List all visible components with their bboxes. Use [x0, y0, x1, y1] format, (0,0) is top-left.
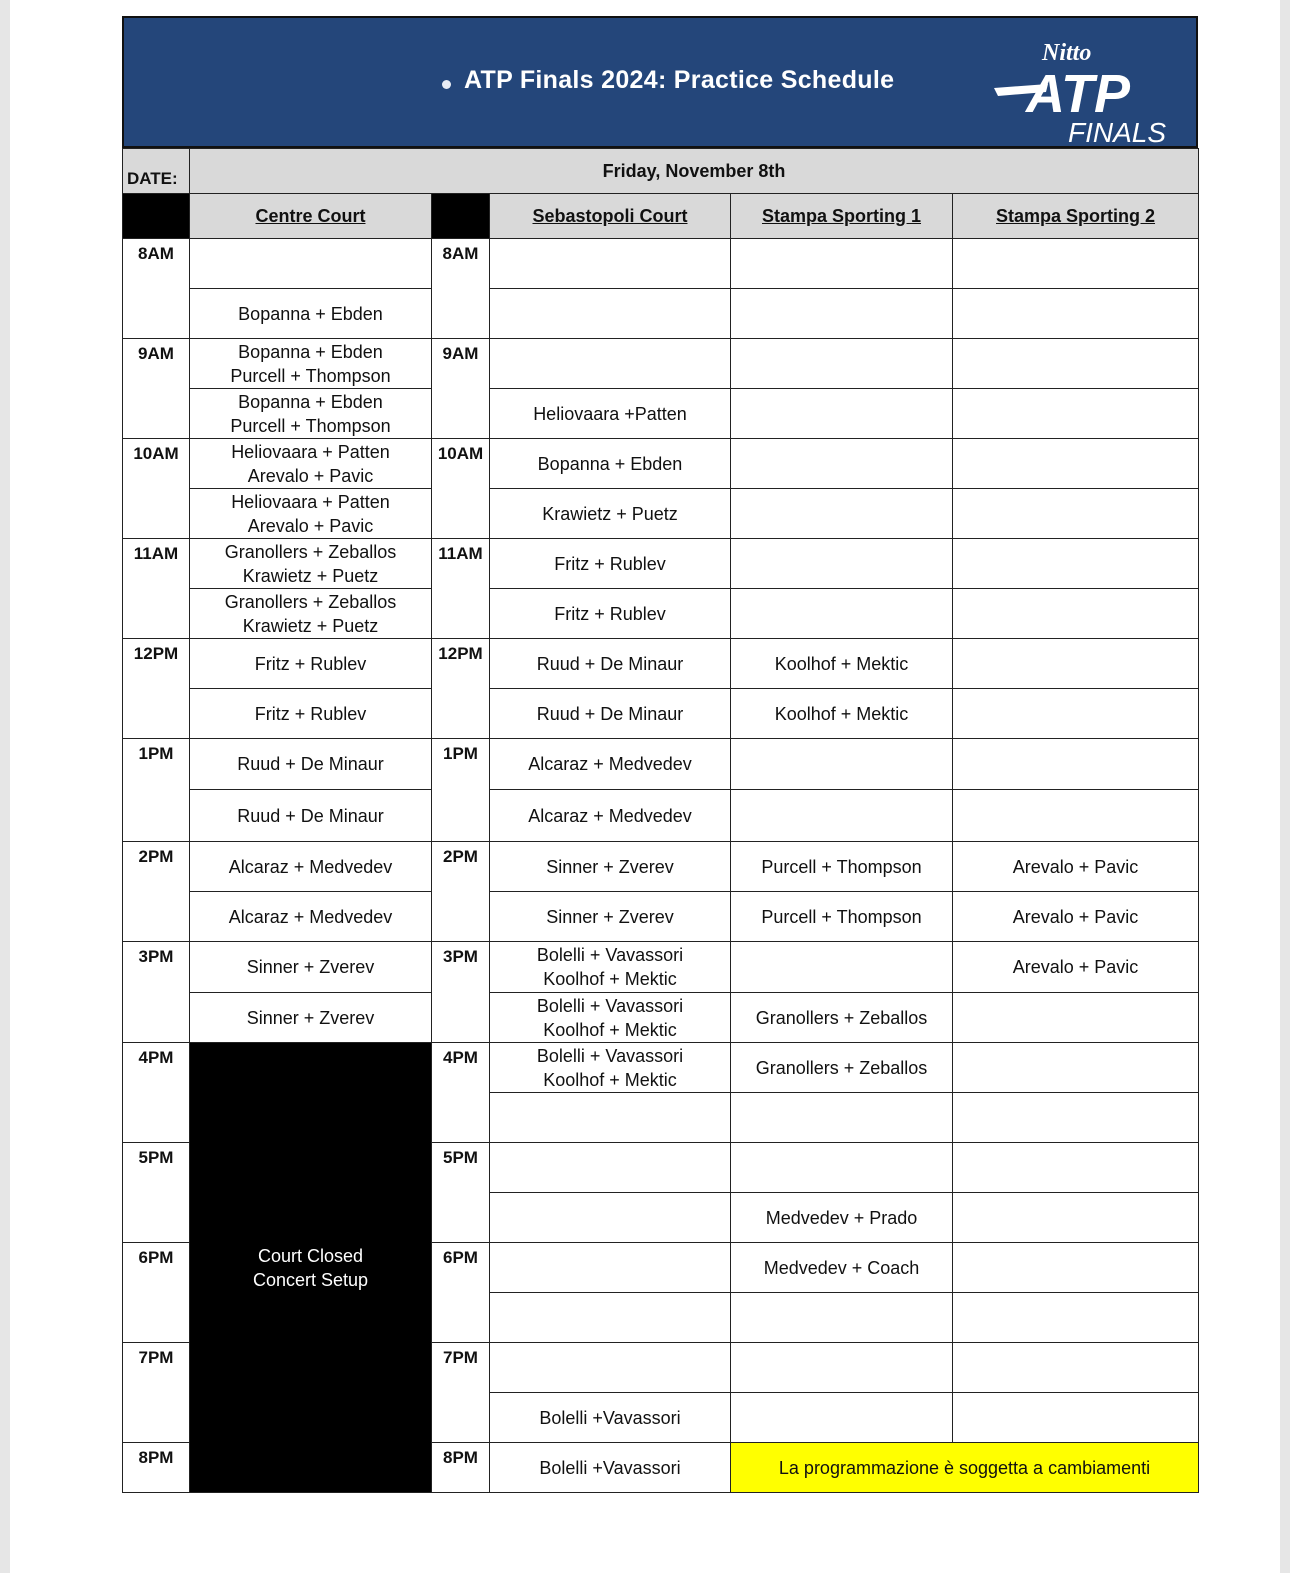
time-label: 12PM — [432, 639, 490, 739]
centre-court-slot — [190, 993, 432, 1043]
stampa-sporting-1-slot — [731, 993, 953, 1043]
sebastopoli-court-slot — [490, 439, 731, 489]
stampa-sporting-2-slot — [953, 289, 1199, 339]
stampa-sporting-1-slot — [731, 239, 953, 289]
schedule-row — [123, 842, 1199, 892]
time-label: 2PM — [432, 842, 490, 942]
sebastopoli-court-slot — [490, 1043, 731, 1093]
pairing-text: Purcell + Thompson — [230, 415, 391, 436]
sebastopoli-court-slot — [490, 1143, 731, 1193]
pairing-text: Fritz + Rublev — [254, 703, 367, 724]
pairing-text: Fritz + Rublev — [554, 603, 666, 624]
stampa-sporting-2-slot — [953, 1043, 1199, 1093]
centre-court-slot — [190, 539, 432, 589]
pairing-text: Alcaraz + Medvedev — [228, 856, 393, 877]
pairing-text: Arevalo + Pavic — [247, 515, 374, 536]
sebastopoli-court-slot — [490, 1093, 731, 1143]
schedule-row — [123, 489, 1199, 539]
stampa-sporting-1-slot — [731, 1243, 953, 1293]
stampa-sporting-2-slot — [953, 1193, 1199, 1243]
pairing-text: Krawietz + Puetz — [242, 565, 379, 586]
time-label: 1PM — [432, 739, 490, 842]
schedule-row — [123, 739, 1199, 790]
sebastopoli-court-slot — [490, 739, 731, 790]
pairing-text: Granollers + Zeballos — [224, 541, 397, 562]
time-label: 9AM — [432, 339, 490, 439]
centre-court-slot — [190, 892, 432, 942]
stampa-sporting-2-slot — [953, 993, 1199, 1043]
time-label: 12PM — [123, 639, 190, 739]
stampa-sporting-1-slot — [731, 1193, 953, 1243]
sebastopoli-court-slot — [490, 942, 731, 993]
date-label: DATE: — [123, 149, 190, 194]
sebastopoli-court-slot — [490, 993, 731, 1043]
time-label: 1PM — [123, 739, 190, 842]
sebastopoli-court-slot — [490, 842, 731, 892]
page-edge-left — [0, 0, 10, 1573]
pairing-text: Heliovaara + Patten — [231, 441, 390, 462]
pairing-text: Bopanna + Ebden — [238, 391, 383, 412]
stampa-sporting-2-slot — [953, 1093, 1199, 1143]
time-label: 5PM — [123, 1143, 190, 1243]
time-label: 8PM — [123, 1443, 190, 1493]
schedule-row — [123, 993, 1199, 1043]
column-header-stampa-sporting-1: Stampa Sporting 1 — [731, 194, 953, 239]
stampa-sporting-2-slot — [953, 239, 1199, 289]
pairing-text: Bopanna + Ebden — [238, 341, 383, 362]
sebastopoli-court-slot — [490, 239, 731, 289]
pairing-text: Koolhof + Mektic — [774, 703, 909, 724]
column-header-sebastopoli-court: Sebastopoli Court — [490, 194, 731, 239]
stampa-sporting-1-slot — [731, 1143, 953, 1193]
stampa-sporting-1-slot — [731, 689, 953, 739]
pairing-text: Purcell + Thompson — [230, 365, 391, 386]
pairing-text: Bopanna + Ebden — [537, 453, 683, 474]
centre-court-slot — [190, 842, 432, 892]
header-blank-cell — [123, 194, 190, 239]
pairing-text: Granollers + Zeballos — [224, 591, 397, 612]
stampa-sporting-2-slot — [953, 1343, 1199, 1393]
stampa-sporting-1-slot — [731, 339, 953, 389]
pairing-text: Krawietz + Puetz — [542, 503, 678, 524]
stampa-sporting-1-slot — [731, 790, 953, 842]
sebastopoli-court-slot — [490, 689, 731, 739]
header-banner — [122, 16, 1198, 148]
stampa-sporting-1-slot — [731, 842, 953, 892]
page-edge-right — [1280, 0, 1290, 1573]
schedule-row — [123, 539, 1199, 589]
stampa-sporting-2-slot — [953, 942, 1199, 993]
sebastopoli-court-slot — [490, 339, 731, 389]
time-label: 4PM — [432, 1043, 490, 1143]
stampa-sporting-2-slot — [953, 739, 1199, 790]
stampa-sporting-1-slot — [731, 489, 953, 539]
date-value: Friday, November 8th — [190, 149, 1199, 194]
pairing-text: Arevalo + Pavic — [1012, 906, 1139, 927]
stampa-sporting-2-slot — [953, 539, 1199, 589]
pairing-text: Granollers + Zeballos — [755, 1007, 928, 1028]
pairing-text: Fritz + Rublev — [254, 653, 367, 674]
stampa-sporting-1-slot — [731, 1093, 953, 1143]
stampa-sporting-1-slot — [731, 739, 953, 790]
stampa-sporting-2-slot — [953, 689, 1199, 739]
column-header-stampa-sporting-2: Stampa Sporting 2 — [953, 194, 1199, 239]
time-label: 8AM — [432, 239, 490, 339]
schedule-row — [123, 339, 1199, 389]
sebastopoli-court-slot — [490, 790, 731, 842]
time-label: 3PM — [432, 942, 490, 1043]
court-closed-text: Concert Setup — [252, 1269, 369, 1290]
schedule-row — [123, 1043, 1199, 1093]
pairing-text: Heliovaara + Patten — [231, 491, 390, 512]
stampa-sporting-2-slot — [953, 639, 1199, 689]
centre-court-slot — [190, 790, 432, 842]
time-label: 6PM — [123, 1243, 190, 1343]
centre-court-slot — [190, 489, 432, 539]
stampa-sporting-2-slot — [953, 339, 1199, 389]
pairing-text: Medvedev + Coach — [763, 1257, 920, 1278]
time-label: 7PM — [432, 1343, 490, 1443]
pairing-text: Alcaraz + Medvedev — [528, 805, 692, 826]
bullet-icon — [442, 80, 451, 89]
centre-court-slot — [190, 339, 432, 389]
centre-court-slot — [190, 589, 432, 639]
sebastopoli-court-slot — [490, 892, 731, 942]
sebastopoli-court-slot — [490, 1393, 731, 1443]
page-title: ATP Finals 2024: Practice Schedule — [464, 66, 895, 94]
pairing-text: Koolhof + Mektic — [543, 1069, 677, 1090]
stampa-sporting-2-slot — [953, 790, 1199, 842]
sebastopoli-court-slot — [490, 1243, 731, 1293]
court-closed-block — [190, 1043, 432, 1493]
stampa-sporting-2-slot — [953, 892, 1199, 942]
sebastopoli-court-slot — [490, 489, 731, 539]
pairing-text: Koolhof + Mektic — [543, 1019, 677, 1040]
stampa-sporting-1-slot — [731, 439, 953, 489]
time-label: 7PM — [123, 1343, 190, 1443]
pairing-text: Arevalo + Pavic — [1012, 856, 1139, 877]
schedule-change-notice: La programmazione è soggetta a cambiamenti — [731, 1443, 1199, 1493]
pairing-text: Alcaraz + Medvedev — [528, 754, 692, 774]
centre-court-slot — [190, 639, 432, 689]
pairing-text: Sinner + Zverev — [546, 856, 674, 877]
sebastopoli-court-slot — [490, 289, 731, 339]
court-closed-text: Court Closed — [257, 1245, 364, 1266]
stampa-sporting-1-slot — [731, 539, 953, 589]
pairing-text: Bopanna + Ebden — [238, 303, 383, 324]
stampa-sporting-1-slot — [731, 892, 953, 942]
stampa-sporting-2-slot — [953, 389, 1199, 439]
header-blank-cell — [432, 194, 490, 239]
pairing-text: Ruud + De Minaur — [237, 754, 384, 774]
schedule-row — [123, 389, 1199, 439]
pairing-text: Koolhof + Mektic — [543, 969, 677, 989]
pairing-text: Sinner + Zverev — [246, 957, 375, 977]
logo-finals-text: FINALS — [1068, 117, 1167, 148]
time-label: 2PM — [123, 842, 190, 942]
time-label: 6PM — [432, 1243, 490, 1343]
centre-court-slot — [190, 289, 432, 339]
stampa-sporting-1-slot — [731, 289, 953, 339]
pairing-text: Ruud + De Minaur — [536, 653, 684, 674]
pairing-text: Bolelli + Vavassori — [536, 945, 684, 965]
nitto-atp-finals-logo — [990, 26, 1196, 148]
column-header-centre-court: Centre Court — [190, 194, 432, 239]
stampa-sporting-2-slot — [953, 1243, 1199, 1293]
pairing-text: Bolelli + Vavassori — [536, 995, 684, 1016]
stampa-sporting-2-slot — [953, 1393, 1199, 1443]
sebastopoli-court-slot — [490, 589, 731, 639]
pairing-text: Sinner + Zverev — [246, 1007, 375, 1028]
pairing-text: Ruud + De Minaur — [237, 805, 384, 826]
pairing-text: Ruud + De Minaur — [536, 703, 684, 724]
pairing-text: Arevalo + Pavic — [247, 465, 374, 486]
stampa-sporting-1-slot — [731, 1393, 953, 1443]
time-label: 11AM — [432, 539, 490, 639]
stampa-sporting-1-slot — [731, 1043, 953, 1093]
sebastopoli-court-slot — [490, 639, 731, 689]
pairing-text: Granollers + Zeballos — [755, 1057, 928, 1078]
sebastopoli-court-slot — [490, 1443, 731, 1493]
date-row — [123, 149, 1199, 194]
schedule-sheet — [122, 16, 1198, 1540]
time-label: 4PM — [123, 1043, 190, 1143]
time-label: 8AM — [123, 239, 190, 339]
centre-court-slot — [190, 239, 432, 289]
stampa-sporting-2-slot — [953, 439, 1199, 489]
stampa-sporting-1-slot — [731, 389, 953, 439]
pairing-text: Bolelli +Vavassori — [539, 1407, 681, 1428]
stampa-sporting-1-slot — [731, 1343, 953, 1393]
pairing-text: Heliovaara +Patten — [533, 403, 687, 424]
sebastopoli-court-slot — [490, 539, 731, 589]
stampa-sporting-2-slot — [953, 842, 1199, 892]
sebastopoli-court-slot — [490, 389, 731, 439]
centre-court-slot — [190, 389, 432, 439]
pairing-text: Medvedev + Prado — [765, 1207, 918, 1228]
schedule-row — [123, 639, 1199, 689]
centre-court-slot — [190, 739, 432, 790]
schedule-row — [123, 892, 1199, 942]
pairing-text: Arevalo + Pavic — [1012, 957, 1139, 977]
pairing-text: Bolelli + Vavassori — [536, 1045, 684, 1066]
time-label: 11AM — [123, 539, 190, 639]
stampa-sporting-2-slot — [953, 1143, 1199, 1193]
centre-court-slot — [190, 439, 432, 489]
schedule-row — [123, 942, 1199, 993]
time-label: 3PM — [123, 942, 190, 1043]
stampa-sporting-1-slot — [731, 942, 953, 993]
pairing-text: Bolelli +Vavassori — [539, 1457, 681, 1478]
pairing-text: Krawietz + Puetz — [242, 615, 379, 636]
sebastopoli-court-slot — [490, 1193, 731, 1243]
stampa-sporting-1-slot — [731, 639, 953, 689]
sebastopoli-court-slot — [490, 1293, 731, 1343]
stampa-sporting-2-slot — [953, 489, 1199, 539]
pairing-text: Purcell + Thompson — [761, 856, 922, 877]
stampa-sporting-2-slot — [953, 589, 1199, 639]
column-header-row — [123, 194, 1199, 239]
centre-court-slot — [190, 942, 432, 993]
schedule-row — [123, 439, 1199, 489]
time-label: 10AM — [123, 439, 190, 539]
centre-court-slot — [190, 689, 432, 739]
schedule-row — [123, 790, 1199, 842]
stampa-sporting-1-slot — [731, 1293, 953, 1343]
pairing-text: Koolhof + Mektic — [774, 653, 909, 674]
pairing-text: Alcaraz + Medvedev — [228, 906, 393, 927]
schedule-row — [123, 689, 1199, 739]
time-label: 5PM — [432, 1143, 490, 1243]
sebastopoli-court-slot — [490, 1343, 731, 1393]
time-label: 10AM — [432, 439, 490, 539]
stampa-sporting-1-slot — [731, 589, 953, 639]
stampa-sporting-2-slot — [953, 1293, 1199, 1343]
schedule-row — [123, 239, 1199, 289]
time-label: 9AM — [123, 339, 190, 439]
schedule-row — [123, 289, 1199, 339]
pairing-text: Sinner + Zverev — [546, 906, 674, 927]
time-label: 8PM — [432, 1443, 490, 1493]
practice-schedule-table — [122, 148, 1199, 1493]
pairing-text: Fritz + Rublev — [554, 553, 666, 574]
schedule-row — [123, 589, 1199, 639]
logo-nitto-text: Nitto — [1042, 40, 1092, 66]
pairing-text: Purcell + Thompson — [761, 906, 922, 927]
logo-atp-text: ATP — [1026, 64, 1130, 124]
